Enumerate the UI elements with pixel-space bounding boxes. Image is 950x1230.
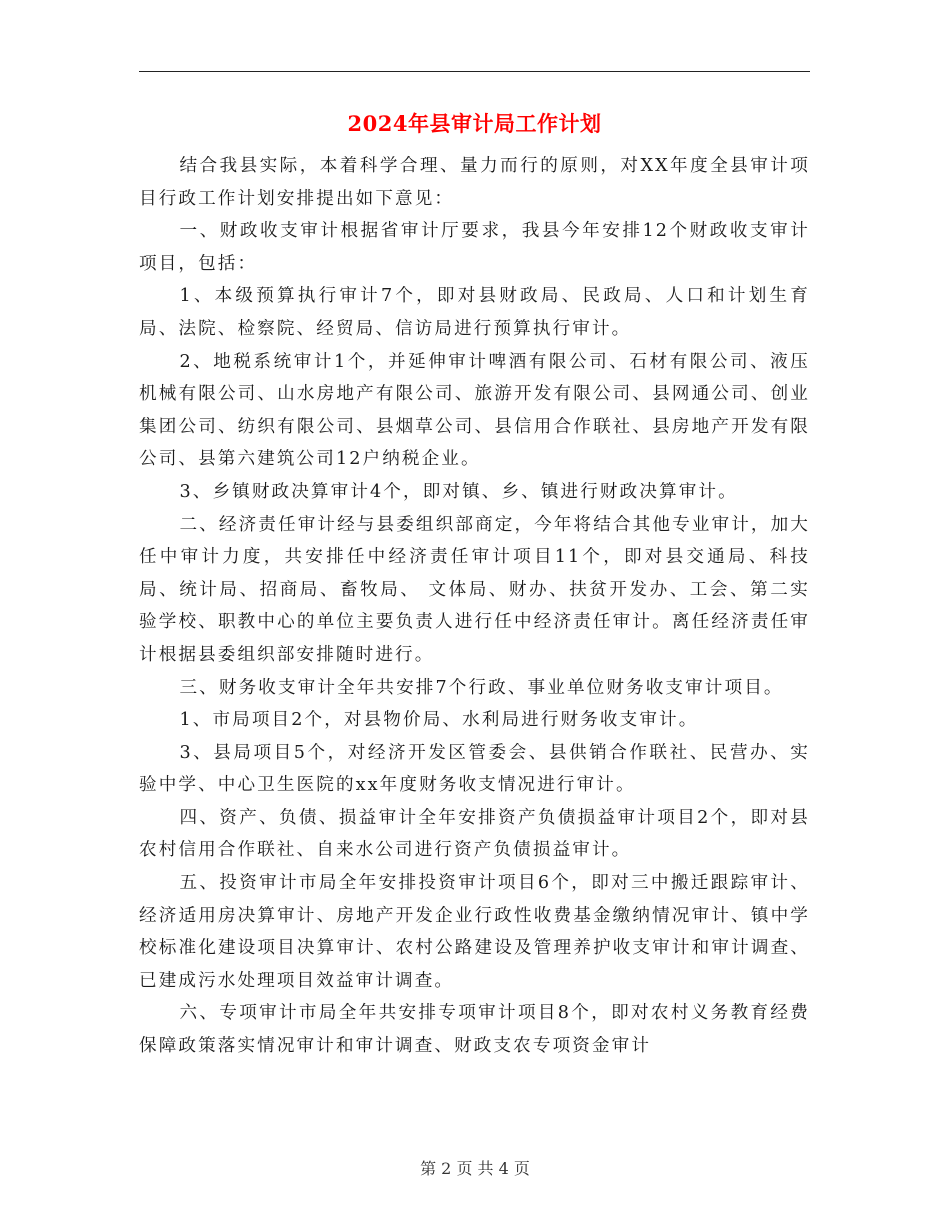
- paragraph: 结合我县实际，本着科学合理、量力而行的原则，对XX年度全县审计项目行政工作计划安排提出如下意见：: [139, 156, 810, 209]
- paragraph: 1、市局项目2个，对县物价局、水利局进行财务收支审计。: [179, 710, 699, 731]
- paragraph: 五、投资审计市局全年安排投资审计项目6个，即对三中搬迁跟踪审计、经济适用房决算审计、房地产开发企业行政性收费基金缴纳情况审计、镇中学校标准化建设项目决算审计、农村公路建设及管理养护收支审计和审计调查、已建成污水处理项目效益审计调查。: [139, 873, 810, 991]
- paragraph: 六、专项审计市局全年共安排专项审计项目8个，即对农村义务教育经费保障政策落实情况审计和审计调查、财政支农专项资金审计: [139, 1003, 810, 1057]
- paragraph: 2、地税系统审计1个，并延伸审计啤酒有限公司、石材有限公司、液压机械有限公司、山水房地产有限公司、旅游开发有限公司、县网通公司、创业集团公司、纺织有限公司、县烟草公司、县信用合作联社、县房地产开发有限公司、县第六建筑公司12户纳税企业。: [139, 351, 810, 470]
- header-rule: [139, 71, 810, 72]
- paragraph: 3、县局项目5个，对经济开发区管委会、县供销合作联社、民营办、实验中学、中心卫生医院的xx年度财务收支情况进行审计。: [139, 742, 810, 796]
- paragraph: 四、资产、负债、损益审计全年安排资产负债损益审计项目2个，即对县农村信用合作联社、自来水公司进行资产负债损益审计。: [139, 807, 810, 861]
- paragraph: 三、财务收支审计全年共安排7个行政、事业单位财务收支审计项目。: [179, 677, 784, 698]
- page-number: 第 2 页 共 4 页: [420, 1159, 530, 1178]
- document-body: [139, 150, 810, 1063]
- paragraph: 二、经济责任审计经与县委组织部商定，今年将结合其他专业审计，加大任中审计力度，共安排任中经济责任审计项目11个，即对县交通局、科技局、统计局、招商局、畜牧局、 文体局、财办、扶贫开发办、工会、第二实验学校、职教中心的单位主要负责人进行任中经济责任审计。离任经济责任审计根据县委组织部安排随时进行。: [139, 514, 810, 665]
- paragraph: 3、乡镇财政决算审计4个，即对镇、乡、镇进行财政决算审计。: [179, 481, 738, 502]
- paragraph: 1、本级预算执行审计7个，即对县财政局、民政局、人口和计划生育局、法院、检察院、经贸局、信访局进行预算执行审计。: [139, 286, 810, 339]
- paragraph: 一、财政收支审计根据省审计厅要求，我县今年安排12个财政收支审计项目，包括：: [139, 221, 810, 274]
- document-title: 2024年县审计局工作计划: [347, 111, 602, 136]
